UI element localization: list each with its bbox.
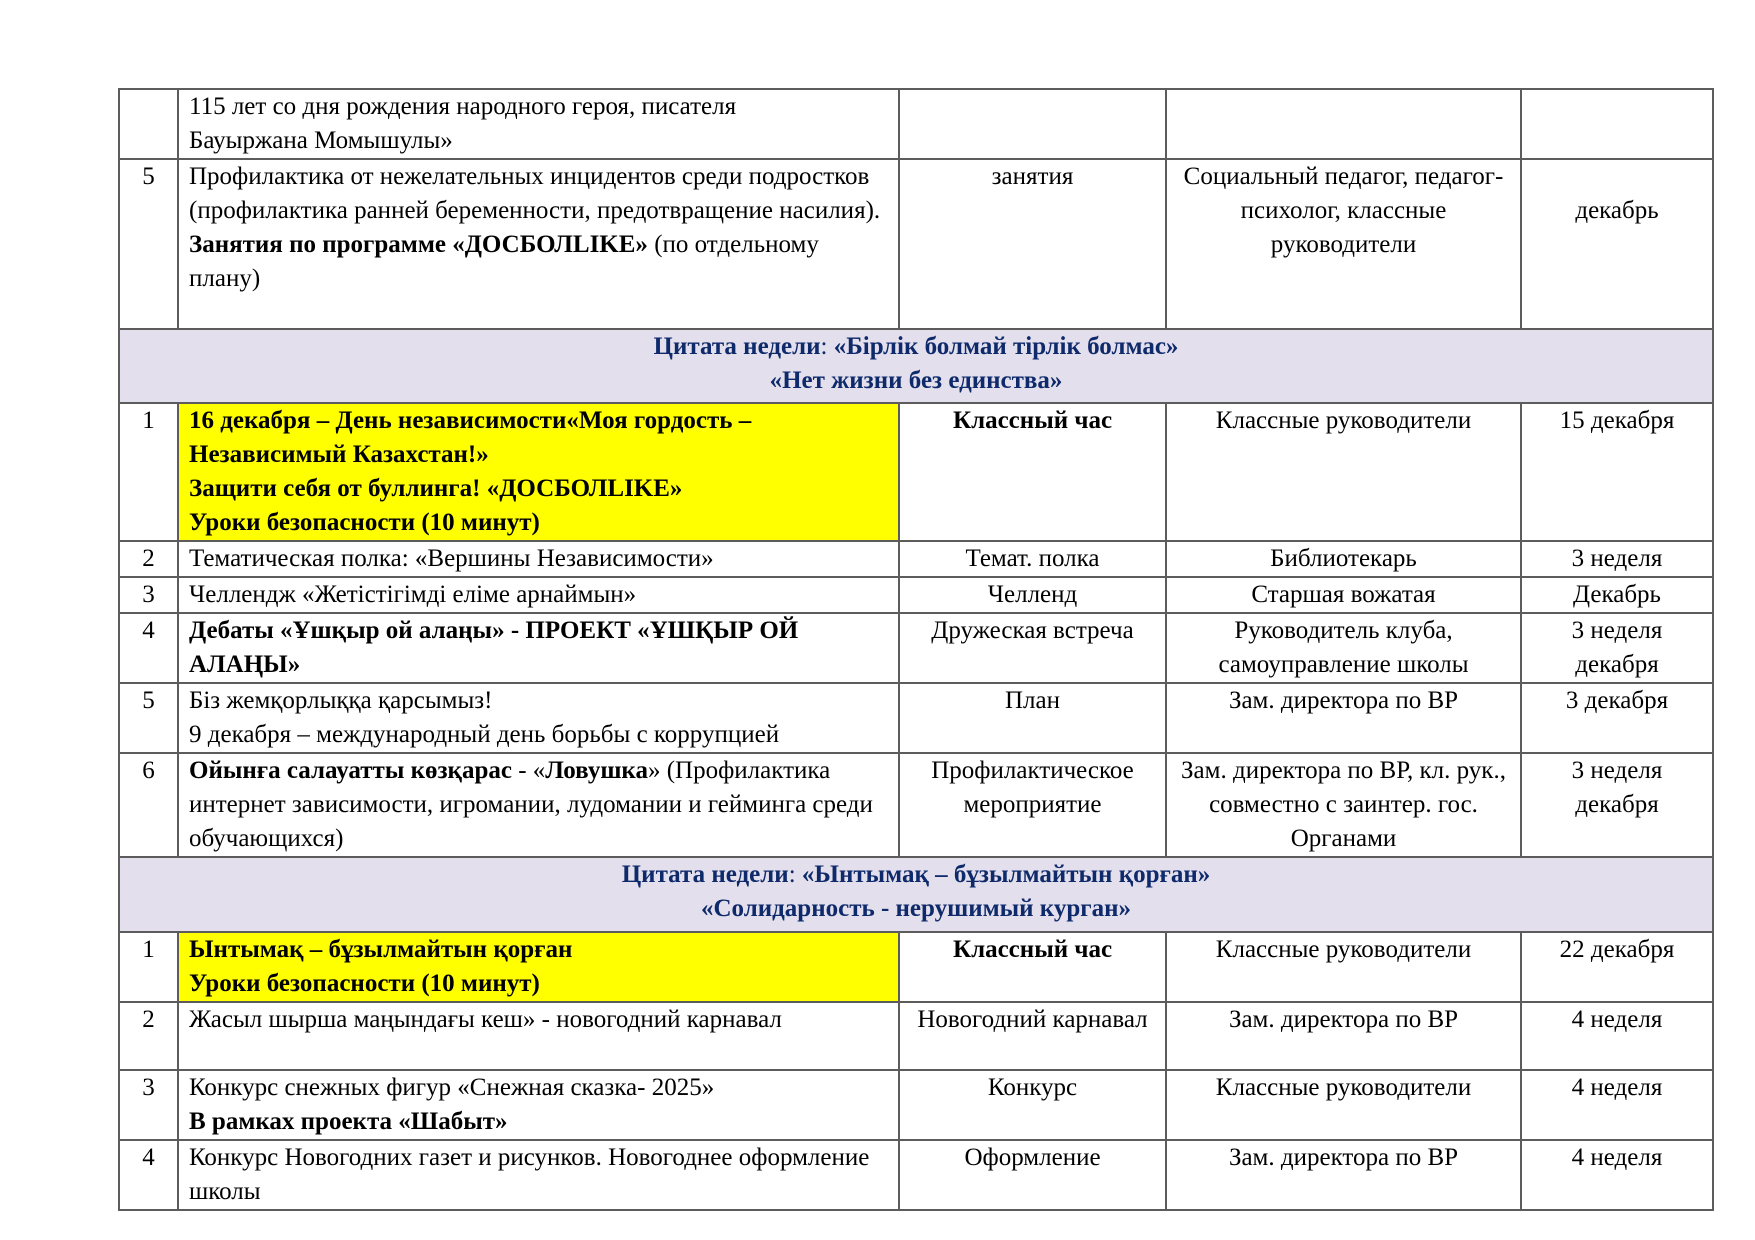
- table-row: [119, 541, 1713, 577]
- responsible-cell: Руководитель клуба, самоуправление школы: [1166, 613, 1521, 683]
- date-cell: декабрь: [1521, 159, 1713, 329]
- event-text: Біз жемқорлыққа қарсымыз!: [189, 687, 493, 714]
- table-row: [119, 683, 1713, 753]
- form-cell: План: [899, 683, 1166, 753]
- date-cell: 3 неделя: [1521, 541, 1713, 577]
- week-quote-row: [119, 329, 1713, 403]
- table-row: [119, 753, 1713, 857]
- form-cell: Новогодний карнавал: [899, 1002, 1166, 1070]
- event-cell: Конкурс Новогодних газет и рисунков. Новогоднее оформление школы: [178, 1140, 899, 1210]
- event-cell: [178, 89, 899, 159]
- event-cell: Дебаты «Ұшқыр ой алаңы» - ПРОЕКТ «ҰШҚЫР ОЙ АЛАҢЫ»: [178, 613, 899, 683]
- event-project-note: В рамках проекта «Шабыт»: [189, 1108, 508, 1135]
- form-cell: [899, 89, 1166, 159]
- event-cell: Ойынға салауатты көзқарас - «Ловушка» (Профилактика интернет зависимости, игромании, лудомании и гейминга среди обучающихся): [178, 753, 899, 857]
- table-row: [119, 159, 1713, 329]
- responsible-cell: Старшая вожатая: [1166, 577, 1521, 613]
- event-text: Профилактика от нежелательных инцидентов среди подростков (профилактика ранней беременности, предотвращение насилия).: [189, 163, 881, 224]
- row-number: 3: [119, 1070, 178, 1140]
- week-quote-row: [119, 857, 1713, 932]
- date-cell: 4 неделя: [1521, 1070, 1713, 1140]
- event-text: 16 декабря – День независимости«Моя гордость – Независимый Казахстан!»: [189, 407, 752, 468]
- week-quote-russian: «Нет жизни без единства»: [769, 367, 1063, 394]
- week-quote-russian: «Солидарность - нерушимый курган»: [700, 895, 1132, 922]
- event-cell-highlighted: [178, 932, 899, 1002]
- form-cell: Классный час: [899, 403, 1166, 541]
- row-number: 2: [119, 1002, 178, 1070]
- table-row: [119, 1140, 1713, 1210]
- form-cell: Темат. полка: [899, 541, 1166, 577]
- row-number: [119, 89, 178, 159]
- week-quote-label: Цитата недели: [653, 333, 821, 360]
- form-cell: Классный час: [899, 932, 1166, 1002]
- table-row: [119, 403, 1713, 541]
- event-title-quoted: Ловушка: [545, 757, 648, 784]
- event-text: Уроки безопасности (10 минут): [189, 970, 540, 997]
- date-cell: [1521, 89, 1713, 159]
- responsible-cell: [1166, 89, 1521, 159]
- date-cell: 4 неделя: [1521, 1140, 1713, 1210]
- event-cell: Челлендж «Жетістігімді еліме арнаймын»: [178, 577, 899, 613]
- event-note: » (Профилактика интернет зависимости, игромании, лудомании и гейминга среди обучающихся): [189, 757, 873, 852]
- form-cell: Оформление: [899, 1140, 1166, 1210]
- row-number: 5: [119, 159, 178, 329]
- event-title: Ойынға салауатты көзқарас: [189, 757, 512, 784]
- row-number: 6: [119, 753, 178, 857]
- week-quote-kazakh: Цитата недели: «Бірлік болмай тірлік болмас»: [653, 333, 1179, 360]
- event-cell: [178, 1070, 899, 1140]
- date-cell: 22 декабря: [1521, 932, 1713, 1002]
- responsible-cell: Библиотекарь: [1166, 541, 1521, 577]
- row-number: 1: [119, 932, 178, 1002]
- row-number: 4: [119, 613, 178, 683]
- week-quote-label: Цитата недели: [621, 861, 789, 888]
- event-cell: [178, 683, 899, 753]
- form-cell: занятия: [899, 159, 1166, 329]
- form-cell: Конкурс: [899, 1070, 1166, 1140]
- responsible-cell: Зам. директора по ВР, кл. рук., совместно с заинтер. гос. Органами: [1166, 753, 1521, 857]
- date-cell: Декабрь: [1521, 577, 1713, 613]
- event-text: Бауыржана Момышулы»: [189, 127, 453, 154]
- event-cell: Жасыл шырша маңындағы кеш» - новогодний карнавал: [178, 1002, 899, 1070]
- event-cell-highlighted: [178, 403, 899, 541]
- date-cell: 3 неделя декабря: [1521, 753, 1713, 857]
- event-text: Конкурс снежных фигур «Снежная сказка- 2025»: [189, 1074, 715, 1101]
- responsible-cell: Зам. директора по ВР: [1166, 1140, 1521, 1210]
- responsible-cell: Социальный педагог, педагог-психолог, классные руководители: [1166, 159, 1521, 329]
- row-number: 2: [119, 541, 178, 577]
- responsible-cell: Классные руководители: [1166, 932, 1521, 1002]
- form-cell: Профилактическое мероприятие: [899, 753, 1166, 857]
- event-program-name: Занятия по программе «ДОСБОЛLIKE»: [189, 231, 648, 258]
- table-row: [119, 577, 1713, 613]
- event-text: Уроки безопасности (10 минут): [189, 509, 540, 536]
- event-cell: [178, 159, 899, 329]
- row-number: 1: [119, 403, 178, 541]
- table-row: [119, 932, 1713, 1002]
- responsible-cell: Зам. директора по ВР: [1166, 1002, 1521, 1070]
- table-row: [119, 1070, 1713, 1140]
- date-cell: 4 неделя: [1521, 1002, 1713, 1070]
- table-row: [119, 613, 1713, 683]
- form-cell: Дружеская встреча: [899, 613, 1166, 683]
- week-quote-cell: [119, 329, 1713, 403]
- event-plan-table: [118, 88, 1714, 1211]
- responsible-cell: Классные руководители: [1166, 403, 1521, 541]
- responsible-cell: Зам. директора по ВР: [1166, 683, 1521, 753]
- event-text: Защити себя от буллинга! «ДОСБОЛLIKE»: [189, 475, 683, 502]
- date-cell: 15 декабря: [1521, 403, 1713, 541]
- date-cell: 3 декабря: [1521, 683, 1713, 753]
- row-number: 4: [119, 1140, 178, 1210]
- responsible-cell: Классные руководители: [1166, 1070, 1521, 1140]
- event-text: 9 декабря – международный день борьбы с коррупцией: [189, 721, 780, 748]
- date-cell: 3 неделя декабря: [1521, 613, 1713, 683]
- event-text: Ынтымақ – бұзылмайтын қорған: [189, 936, 573, 963]
- row-number: 5: [119, 683, 178, 753]
- week-quote-cell: [119, 857, 1713, 932]
- week-quote-kazakh: Цитата недели: «Ынтымақ – бұзылмайтын қорған»: [621, 861, 1211, 888]
- row-number: 3: [119, 577, 178, 613]
- event-note: (по отдельному плану): [189, 231, 819, 292]
- event-text: 115 лет со дня рождения народного героя, писателя: [189, 93, 737, 120]
- event-cell: Тематическая полка: «Вершины Независимости»: [178, 541, 899, 577]
- table-row: [119, 1002, 1713, 1070]
- table-row: [119, 89, 1713, 159]
- form-cell: Челленд: [899, 577, 1166, 613]
